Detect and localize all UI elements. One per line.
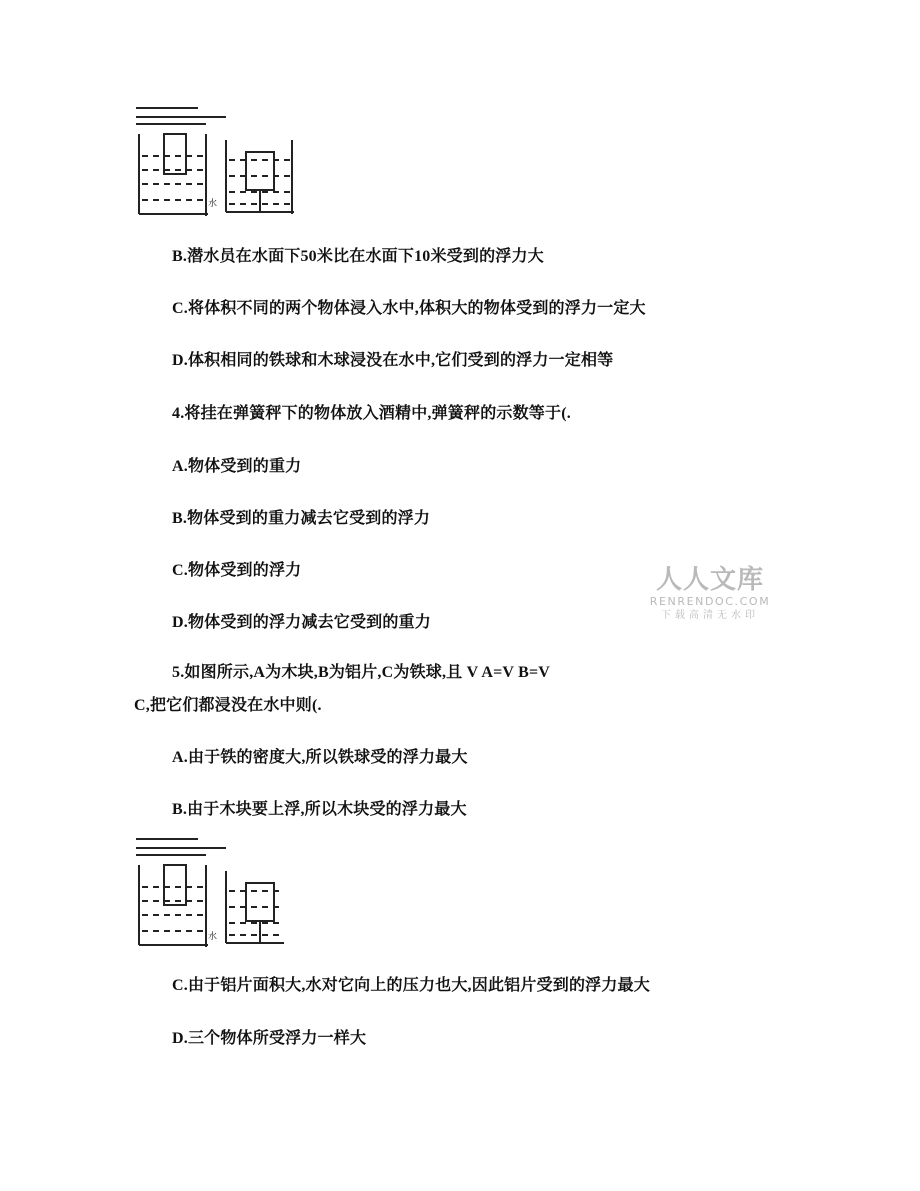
question-5-line-2: C,把它们都浸没在水中则(. bbox=[134, 697, 322, 714]
option-5b: B.由于木块要上浮,所以木块受的浮力最大 bbox=[172, 801, 467, 818]
water-label: 水 bbox=[208, 932, 218, 942]
beaker-figure-bottom bbox=[134, 835, 298, 951]
question-5-line-1: 5.如图所示,A为木块,B为铝片,C为铁球,且 V A=V B=V bbox=[172, 664, 551, 681]
option-5d: D.三个物体所受浮力一样大 bbox=[172, 1030, 367, 1047]
option-4b: B.物体受到的重力减去它受到的浮力 bbox=[172, 510, 431, 527]
option-5a: A.由于铁的密度大,所以铁球受的浮力最大 bbox=[172, 749, 468, 766]
watermark-site: RENRENDOC.COM bbox=[649, 595, 771, 608]
option-3c: C.将体积不同的两个物体浸入水中,体积大的物体受到的浮力一定大 bbox=[172, 300, 646, 317]
water-label: 水 bbox=[208, 199, 218, 209]
watermark-note: 下载高清无水印 bbox=[661, 610, 759, 621]
option-4a: A.物体受到的重力 bbox=[172, 458, 302, 475]
question-4: 4.将挂在弹簧秤下的物体放入酒精中,弹簧秤的示数等于(. bbox=[172, 405, 571, 422]
beaker-figure-top bbox=[134, 104, 298, 220]
option-4c: C.物体受到的浮力 bbox=[172, 562, 302, 579]
option-4d: D.物体受到的浮力减去它受到的重力 bbox=[172, 614, 431, 631]
watermark bbox=[648, 565, 772, 622]
watermark-title: 人人文库 bbox=[655, 565, 764, 595]
option-3d: D.体积相同的铁球和木球浸没在水中,它们受到的浮力一定相等 bbox=[172, 352, 614, 369]
option-3b: B.潜水员在水面下50米比在水面下10米受到的浮力大 bbox=[172, 248, 544, 265]
option-5c: C.由于铝片面积大,水对它向上的压力也大,因此铝片受到的浮力最大 bbox=[172, 977, 650, 994]
